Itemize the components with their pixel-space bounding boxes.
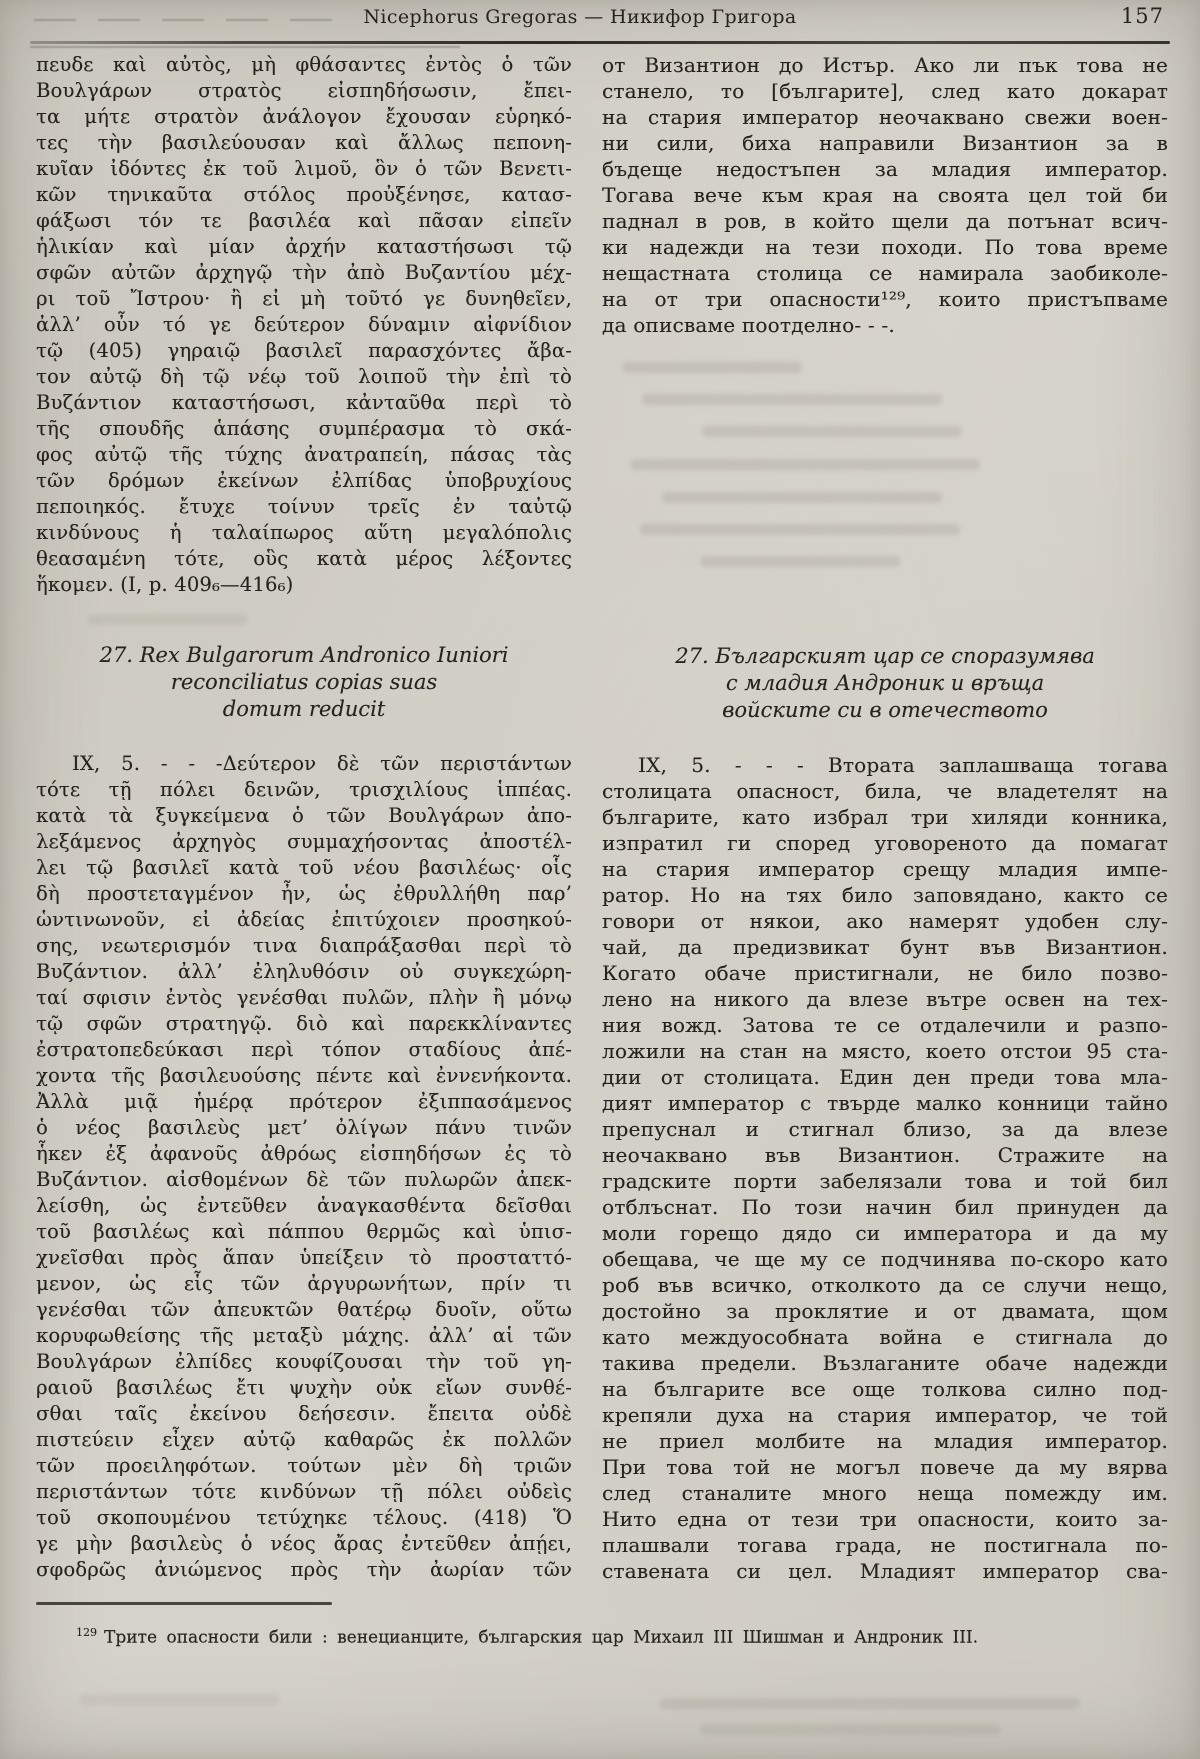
text-line: γε μὴν βασιλεὺς ὁ νέος ἄρας ἐντεῦθεν ἀπῄει, — [36, 1532, 572, 1555]
text-line: τῷ σφῶν στρατηγῷ. διὸ καὶ παρεκκλίναντες — [36, 1012, 572, 1035]
text-line: Βουλγάρων ἐλπίδες κουφίζουσαι τὴν τοῦ γη- — [36, 1350, 572, 1373]
text-line: κυῖαν ἰδόντες ἐκ τοῦ λιμοῦ, ὃν ὁ τῶν Βενετι- — [36, 157, 572, 180]
text-line: ния вожд. Затова те се отдалечили и разпо- — [602, 1013, 1168, 1037]
text-line: τῆς σπουδῆς ἁπάσης συμπέρασμα τὸ σκά- — [36, 417, 572, 440]
text-line: Βουλγάρων στρατὸς εἰσπηδήσωσιν, ἔπει- — [36, 79, 572, 102]
text-line: Нито една от тези три опасности, които за- — [602, 1507, 1168, 1531]
text-line: κινδύνους ἡ ταλαίπωρος αὕτη μεγαλόπολις — [36, 521, 572, 544]
text-line: роб във всичко, отколкото да се случи нещо, — [602, 1273, 1168, 1297]
text-line: λει τῷ βασιλεῖ κατὰ τοῦ νέου βασιλέως· οἷς — [36, 856, 572, 879]
text-line: дии от столицата. Един ден преди това мла- — [602, 1065, 1168, 1089]
footnote-rule — [36, 1602, 332, 1605]
text-line: дият император с твърде малко конници тайно — [602, 1091, 1168, 1115]
text-line: θεασαμένη τότε, οὓς κατὰ μέρος λέξοντες — [36, 547, 572, 570]
text-line: плашвали тогава града, не постигнала по- — [602, 1533, 1168, 1557]
text-line: reconciliatus copias suas — [170, 670, 438, 694]
text-line: ταί σφισιν ἐντὸς γενέσθαι πυλῶν, πλὴν ἢ μόνῳ — [36, 986, 572, 1009]
text-line: ὁ νέος βασιλεὺς μετ’ ὀλίγων πάνυ τινῶν — [36, 1116, 572, 1139]
bleed-through-artifact — [88, 614, 248, 625]
bleed-through-artifact — [630, 459, 980, 470]
text-line: на българите все още толкова силно под- — [602, 1377, 1168, 1401]
text-line: българите, като избрал три хиляди конника, — [602, 805, 1168, 829]
text-line: Ἀλλὰ μιᾷ ἡμέρᾳ πρότερον ἐξιππασάμενος — [36, 1090, 572, 1113]
running-title: Nicephorus Gregoras — Никифор Григора — [363, 6, 797, 28]
text-line: μενον, ὡς εἷς τῶν ἀργυρωνήτων, πρίν τι — [36, 1272, 572, 1295]
text-line: γενέσθαι τῶν ἀπευκτῶν θατέρῳ δυοῖν, οὕτω — [36, 1298, 572, 1321]
text-line: περιστάντων τότε κινδύνων τῇ πόλει οὐδεὶς — [36, 1480, 572, 1503]
text-line: столицата опасност, била, че владетелят на — [602, 779, 1168, 803]
text-line: ραιοῦ βασιλέως ἔτι ψυχὴν οὐκ εἴων συνθέ- — [36, 1376, 572, 1399]
footnote-marker: 129 — [76, 1626, 97, 1639]
text-line: Βυζάντιον καταστήσωσι, κἀνταῦθα περὶ τὸ — [36, 391, 572, 414]
bleed-through-artifact — [642, 394, 942, 405]
text-line: не приел молбите на младия император. — [602, 1429, 1168, 1453]
text-line: φος αὐτῷ τῆς τύχης ἀνατραπείη, πάσας τὰς — [36, 443, 572, 466]
text-line: ἀλλ’ οὖν τό γε δεύτερον δύναμιν αἰφνίδιον — [36, 313, 572, 336]
text-line: ἡλικίαν καὶ μίαν ἀρχήν καταστήσωσι τῷ — [36, 235, 572, 258]
text-line: κῶν τηνικαῦτα στόλος προὐξένησε, κατασ- — [36, 183, 572, 206]
text-line: τῷ (405) γηραιῷ βασιλεῖ παρασχόντες ἄβα- — [36, 339, 572, 362]
text-line: Βυζάντιον. αἰσθομένων δὲ τῶν πυλωρῶν ἀπεκ- — [36, 1168, 572, 1191]
text-line: σης, νεωτερισμόν τινα διαπράξασθαι περὶ τὸ — [36, 934, 572, 957]
bleed-through-artifact — [662, 492, 942, 503]
bleed-through-artifact — [700, 556, 900, 567]
text-line: τον αὐτῷ δὴ τῷ νέῳ τοῦ λοιποῦ τὴν ἐπὶ τὸ — [36, 365, 572, 388]
text-line: κατὰ τὰ ξυγκείμενα ὁ τῶν Βουλγάρων ἀπο- — [36, 804, 572, 827]
text-line: изпратил ги според уговореното да помагат — [602, 831, 1168, 855]
text-line: като междуособната война е стигнала до — [602, 1325, 1168, 1349]
text-line: неочаквано във Византион. Стражите на — [602, 1143, 1168, 1167]
text-line: чай, да предизвикат бунт във Византион. — [602, 935, 1168, 959]
text-line: паднал в ров, в който щели да потънат всич- — [602, 209, 1168, 233]
text-line: моли горещо дядо си императора и да му — [602, 1221, 1168, 1245]
text-line: Тогава вече към края на своята цел той би — [602, 183, 1168, 207]
text-line: нещастната столица се намирала заобиколе- — [602, 261, 1168, 285]
text-line: на от три опасности¹²⁹, които пристъпваме — [602, 287, 1168, 311]
text-line: от Византион до Истър. Ако ли пък това не — [602, 53, 1168, 77]
text-line: δὴ προστεταγμένον ἦν, ὡς ἐθρυλλήθη παρ’ — [36, 882, 572, 905]
text-line: IX, 5. - - - Втората заплашваща тогава — [638, 753, 1168, 777]
text-line: ἧκεν ἐξ ἀφανοῦς ἀθρόως εἰσπηδήσων ἐς τὸ — [36, 1142, 572, 1165]
bleed-through-artifact — [640, 524, 960, 535]
text-line: ни сили, биха направили Византион за в — [602, 131, 1168, 155]
text-line: Когато обаче пристигнали, не било позво- — [602, 961, 1168, 985]
text-line: с младия Андроник и връща — [725, 671, 1045, 695]
text-line: на стария император срещу младия импе- — [602, 857, 1168, 881]
text-line: достойно за проклятие и от двамата, щом — [602, 1299, 1168, 1323]
greek-paragraph-ix5 — [36, 751, 572, 1583]
page-number: 157 — [1120, 4, 1164, 28]
footnote-text: Трите опасности били : венецианците, българския цар Михаил III Шишман и Андроник III. — [104, 1627, 979, 1648]
text-line: πευδε καὶ αὐτὸς, μὴ φθάσαντες ἐντὸς ὁ τῶν — [36, 53, 572, 76]
text-line: πεποιηκός. ἔτυχε τοίνυν τρεῖς ἐν ταὐτῷ — [36, 495, 572, 518]
bleed-through-artifact — [660, 1698, 1080, 1709]
text-line: станело, то [българите], след като докарат — [602, 79, 1168, 103]
text-line: χοντα τῆς βασιλευούσης πέντε καὶ ἐννενήκοντα. — [36, 1064, 572, 1087]
text-line: да описваме поотделно- - -. — [602, 313, 895, 337]
greek-paragraph-continuation — [36, 52, 572, 598]
text-line: πιστεύειν εἶχεν αὐτῷ καθαρῶς ἐκ πολλῶν — [36, 1428, 572, 1451]
text-line: 27. Rex Bulgarorum Andronico Iuniori — [99, 643, 509, 667]
text-line: след станалите много неща помежду им. — [602, 1481, 1168, 1505]
bleed-through-artifact — [622, 362, 802, 373]
header-rule — [30, 41, 1170, 44]
text-line: такива предели. Възлаганите обаче надежди — [602, 1351, 1168, 1375]
text-line: τῶν προειληφότων. τούτων μὲν δὴ τριῶν — [36, 1454, 572, 1477]
text-line: градските порти забелязали това и той бил — [602, 1169, 1168, 1193]
text-line: τα μήτε στρατὸν ἀνάλογον ἔχουσαν εὑρηκό- — [36, 105, 572, 128]
text-line: крепяли духа на стария император, че той — [602, 1403, 1168, 1427]
bleed-through-artifact — [80, 1694, 280, 1705]
text-line: препуснал и стигнал близо, за да влезе — [602, 1117, 1168, 1141]
text-line: 27. Българският цар се споразумява — [675, 644, 1095, 668]
text-line: domum reducit — [222, 697, 386, 721]
text-line: ставената си цел. Младият император сва- — [602, 1559, 1168, 1583]
text-line: отблъснат. По този начин бил принуден да — [602, 1195, 1168, 1219]
text-line: ложили на стан на място, което отстои 95 ста- — [602, 1039, 1168, 1063]
text-line: ἥκομεν. (I, p. 409₆—416₆) — [36, 573, 294, 596]
text-line: ратор. Но на тях било заповядано, както се — [602, 883, 1168, 907]
text-line: κορυφωθείσης τῆς μεταξὺ μάχης. ἀλλ’ αἱ τῶν — [36, 1324, 572, 1347]
text-line: τῶν δρόμων ἐκείνων ἐλπίδας ὑποβρυχίους — [36, 469, 572, 492]
text-line: ки надежди на тези походи. По това време — [602, 235, 1168, 259]
text-line: обещава, че ще му се подчинява по-скоро като — [602, 1247, 1168, 1271]
text-line: IX, 5. - - -Δεύτερον δὲ τῶν περιστάντων — [72, 752, 572, 775]
text-line: χνεῖσθαι πρὸς ἅπαν ὑπείξειν τὸ προσταττό- — [36, 1246, 572, 1269]
text-line: λεξάμενος ἀρχηγὸς συμμαχήσοντας ἀποστέλ- — [36, 830, 572, 853]
text-line: τοῦ σκοπουμένου τετύχηκε τέλους. (418) Ὅ — [36, 1506, 572, 1529]
text-line: Βυζάντιον. ἀλλ’ ἐληλυθόσιν οὐ συγκεχώρη- — [36, 960, 572, 983]
text-line: τοῦ βασιλέως καὶ πάππου θερμῶς καὶ ὑπισ- — [36, 1220, 572, 1243]
greek-column — [36, 52, 572, 1583]
text-line: лено на никого да влезе вътре освен на тех- — [602, 987, 1168, 1011]
bulgarian-column — [602, 52, 1168, 1584]
bulgarian-paragraph-continuation — [602, 52, 1168, 338]
text-line: войските си в отечеството — [722, 698, 1048, 722]
text-line: ἐστρατοπεδεύκασι περὶ τόπον σταδίους ἀπέ- — [36, 1038, 572, 1061]
text-line: говори от някои, ако намерят удобен слу- — [602, 909, 1168, 933]
text-line: σθαι ταῖς ἐκείνου δεήσεσιν. ἔπειτα οὐδὲ — [36, 1402, 572, 1425]
footnote — [36, 1622, 1200, 1649]
text-line: σφῶν αὐτῶν ἀρχηγῷ τὴν ἀπὸ Βυζαντίου μέχ- — [36, 261, 572, 284]
text-line: τες τὴν βασιλεύουσαν καὶ ἄλλως πεπονη- — [36, 131, 572, 154]
text-line: τότε τῇ πόλει δεινῶν, τρισχιλίους ἱππέας. — [36, 778, 572, 801]
text-line: бъдеще недостъпен за младия император. — [602, 157, 1168, 181]
text-line: При това той не могъл повече да му вярва — [602, 1455, 1168, 1479]
text-line: ὡντινωνοῦν, εἰ ἀδείας ἐπιτύχοιεν προσηκού- — [36, 908, 572, 931]
text-line: на стария император неочаквано свежи воен- — [602, 105, 1168, 129]
latin-section-heading — [36, 642, 572, 723]
text-line: σφοδρῶς ἀνιώμενος πρὸς τὴν ἀωρίαν τῶν — [36, 1558, 572, 1581]
bulgarian-paragraph-ix5 — [602, 752, 1168, 1584]
bleed-through-artifact — [702, 426, 962, 437]
text-line: ρι τοῦ Ἴστρου· ἢ εἰ μὴ τοῦτό γε δυνηθεῖεν, — [36, 287, 572, 310]
text-line: φάξωσι τόν τε βασιλέα καὶ πᾶσαν εἰπεῖν — [36, 209, 572, 232]
bulgarian-section-heading — [602, 643, 1168, 724]
bleed-through-artifact — [700, 1724, 1000, 1735]
text-line: λείσθη, ὡς ἐντεῦθεν ἀναγκασθέντα δεῖσθαι — [36, 1194, 572, 1217]
